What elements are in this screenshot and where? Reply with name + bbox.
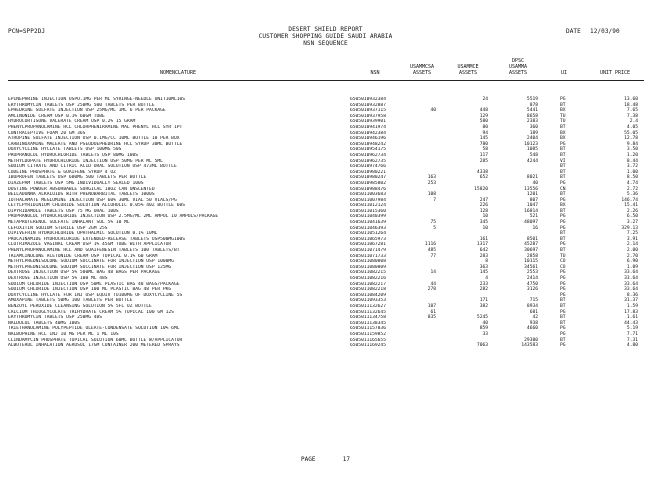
cell-usammce-assets: 233 (479, 281, 488, 287)
cell-nomenclature: SODIUM CITRATE AND CITRIC ACID ORAL SOLUTION USP 473ML BOTTLE (8, 164, 177, 170)
cell-usammce-assets: 94 (482, 130, 488, 136)
cell-nsn: 6505011040399 (350, 214, 386, 220)
cell-ui: TU (560, 119, 566, 125)
cell-unit-price: 1.61 (626, 315, 638, 321)
cell-ui: BX (560, 136, 566, 142)
cell-dpsc-assets: 2553 (526, 270, 538, 276)
cell-ui: PG (560, 214, 566, 220)
cell-dpsc-assets: 8658 (526, 113, 538, 119)
cell-unit-price: 8.44 (626, 158, 638, 164)
cell-usammce-assets: 129 (479, 113, 488, 119)
cell-nomenclature: EPHEDRINE SULFATE INJECTION USP 25MG/ML 1ML 6 PER PACKAGE (8, 108, 166, 114)
cell-usammcsa-assets: 5 (433, 225, 436, 231)
cell-nomenclature: PROPRANOLOL HYDROCHLORIDE TABLETS USP 80MG 100S (8, 152, 138, 158)
cell-ui: PG (560, 281, 566, 287)
cell-ui: CO (560, 259, 566, 265)
cell-unit-price: 1.00 (626, 169, 638, 175)
cell-usammce-assets: 363 (479, 264, 488, 270)
cell-nsn: 6505010939901 (350, 119, 386, 125)
cell-nsn: 6505011082215 (350, 270, 386, 276)
cell-unit-price: 12.78 (624, 136, 638, 142)
cell-dpsc-assets: 189 (529, 130, 538, 136)
header-rule (8, 80, 644, 81)
cell-ui: BT (560, 248, 566, 254)
cell-ui: PG (560, 141, 566, 147)
cell-nsn: 6505011012124 (350, 203, 386, 209)
cell-dpsc-assets: 1201 (526, 192, 538, 198)
cell-unit-price: 1.09 (626, 264, 638, 270)
table-body (0, 97, 651, 349)
cell-nsn: 6505010937115 (350, 108, 386, 114)
cell-ui: BT (560, 337, 566, 343)
cell-dpsc-assets: 16 (532, 225, 538, 231)
cell-usammce-assets: 145 (479, 136, 488, 142)
cell-ui: BT (560, 192, 566, 198)
cell-unit-price: 17.83 (624, 309, 638, 315)
cell-dpsc-assets: 3126 (526, 287, 538, 293)
cell-nomenclature: DIPIVEFRIN HYDROCHLORIDE OPHTHALMIC SOLUTION 0.1% 10ML (8, 231, 158, 237)
cell-nomenclature: ERYTHROMYCIN TABLETS USP 250MG 500 TABLETS PER BOTTLE (8, 102, 155, 108)
cell-unit-price: 4.80 (626, 343, 638, 349)
cell-nsn: 6505011067281 (350, 242, 386, 248)
cell-ui: BT (560, 303, 566, 309)
cell-dpsc-assets: 1085 (526, 147, 538, 153)
cell-nsn: 6505011084209 (350, 292, 386, 298)
cell-dpsc-assets: 360 (529, 124, 538, 130)
cell-nsn: 6505010974766 (350, 164, 386, 170)
cell-unit-price: 3.50 (626, 147, 638, 153)
cell-nomenclature: DOXYCYCLINE HYCLATE FOR INJ USP EQUIV TO100MG OF DOXYCYCLINE 5S (8, 292, 183, 298)
cell-nomenclature: CLINDAMYCIN PHOSPHATE TOPICAL SOLUTION 60ML BOTTLE W/APPLICATOR (8, 337, 183, 343)
column-header-nomenclature: NOMENCLATURE (159, 70, 197, 76)
cell-unit-price: 13.60 (624, 97, 638, 102)
cell-nomenclature: SODIUM CHLORIDE INJECTION USP 50ML PLASTIC BAG 48 BAGS/PACKAGE (8, 281, 180, 287)
cell-nsn: 6505011041639 (350, 220, 386, 226)
cell-usammcsa-assets: 44 (430, 281, 436, 287)
cell-ui: PG (560, 343, 566, 349)
cell-usammce-assets: 10 (482, 225, 488, 231)
cell-usammce-assets: 117 (479, 152, 488, 158)
cell-nomenclature: CARBINOXAMINE MALEATE AND PSEUDOEPHEDRINE HCL SYRUP 30ML BOTTLE (8, 141, 183, 147)
cell-usammce-assets: 652 (479, 175, 488, 181)
cell-dpsc-assets: 34561 (524, 264, 538, 270)
cell-ui: BT (560, 315, 566, 321)
cell-nsn: 6505010954175 (350, 147, 386, 153)
cell-ui: BT (560, 175, 566, 181)
cell-nomenclature: BELLADONNA ALKALOIDS WITH PHENOBARBITAL TABLETS 1000S (8, 192, 155, 198)
date-value: 12/03/90 (590, 28, 620, 35)
cell-dpsc-assets: 548 (529, 152, 538, 158)
cell-nomenclature: ATROPINE SULFATE INJECTION USP 0.1MG/CC 10ML BOTTLE 10 PER BOX (8, 136, 180, 142)
cell-dpsc-assets: 2414 (526, 276, 538, 281)
cell-usammce-assets: 4 (485, 276, 488, 281)
cell-usammce-assets: 15820 (474, 186, 488, 192)
cell-nsn: 6505011082217 (350, 281, 386, 287)
cell-nsn: 6505010980221 (350, 169, 386, 175)
cell-usammce-assets: 4338 (476, 169, 488, 175)
cell-unit-price: 2.00 (626, 248, 638, 254)
cell-unit-price: 18.48 (624, 102, 638, 108)
cell-ui: TU (560, 113, 566, 119)
cell-nomenclature: ERYTHROMYCIN TABLETS USP 250MG 40S (8, 315, 103, 321)
cell-unit-price: 33.64 (624, 281, 638, 287)
cell-dpsc-assets: 1047 (526, 203, 538, 209)
cell-ui: BT (560, 236, 566, 242)
cell-nsn: 6505011065973 (350, 236, 386, 242)
cell-nomenclature: AMCINONIDE CREAM USP 0.1% 60GM TUBE (8, 113, 105, 119)
cell-ui: PG (560, 276, 566, 281)
cell-usammce-assets: 8 (485, 259, 488, 265)
cell-nsn: 6505010932384 (350, 97, 386, 102)
cell-nomenclature: SODIUM CHLORIDE INJECTION USP 100 ML PLASTIC BAG 48 PER PKG (8, 287, 172, 293)
cell-unit-price: 146.74 (621, 197, 638, 203)
cell-nomenclature: IOTHALAMATE MEGLUMINE INJECTION USP 60% 30ML VIAL 50 VIALS/PG (8, 197, 177, 203)
cell-usammcsa-assets: 108 (427, 192, 436, 198)
cell-usammcsa-assets: 1116 (424, 242, 436, 248)
cell-dpsc-assets: 4660 (526, 326, 538, 332)
cell-unit-price: 44.43 (624, 320, 638, 326)
cell-usammce-assets: 171 (479, 298, 488, 304)
cell-usammce-assets: 24 (482, 97, 488, 102)
cell-nsn: 6505010946196 (350, 136, 386, 142)
cell-nomenclature: DIAZEPAM TABLETS USP 5MG INDIVIDUALLY SEALED 100S (8, 180, 144, 186)
cell-nomenclature: METHYLPREDNISOLONE SODIUM SUCCINATE FOR INJECTION USP 1000MG (8, 259, 174, 265)
cell-nsn: 6505011165655 (350, 337, 386, 343)
cell-nsn: 6505011159852 (350, 331, 386, 337)
cell-dpsc-assets: 807 (529, 197, 538, 203)
cell-nsn: 6505011080809 (350, 264, 386, 270)
cell-ui: BX (560, 108, 566, 114)
page-footer (0, 456, 651, 463)
cell-nomenclature: DIPYRIDAMOLE TABLETS USP 75 MG ORAL 100S (8, 208, 119, 214)
cell-unit-price: 3.27 (626, 220, 638, 226)
cell-unit-price: 31.37 (624, 298, 638, 304)
cell-ui: BT (560, 147, 566, 153)
cell-nomenclature: PHENYLPROPANOLAMINE HCL CHLORPHENIRAMINE MAL PHENYL HCL SYR 1PT (8, 124, 183, 130)
cell-nsn: 6505011169245 (350, 343, 386, 349)
cell-ui: BT (560, 320, 566, 326)
cell-nomenclature: CETYLPYRIDINIUM CHLORIDE SOLUTION ALCOHOLIC 0.05% 40Z BOTTLE 60S (8, 203, 186, 209)
column-header-dpsc: DPSC USAMMA ASSETS (508, 58, 528, 76)
cell-nomenclature: DEXTROSE INJECTION USP 5% 100 ML 48S (8, 276, 108, 281)
cell-dpsc-assets: 143583 (521, 343, 538, 349)
page-label: PAGE (301, 456, 316, 463)
cell-usammce-assets: 5245 (476, 315, 488, 321)
cell-nsn: 6505011093353 (350, 298, 386, 304)
report-sequence: NSN SEQUENCE (303, 40, 348, 47)
cell-nomenclature: BENZOYL PEROXIDE CLEANSING SOLUTION 5% 5FL OZ BOTTLE (8, 303, 152, 309)
cell-dpsc-assets: 938 (529, 320, 538, 326)
cell-dpsc-assets: 48097 (524, 220, 538, 226)
cell-nsn: 6505010932887 (350, 102, 386, 108)
cell-unit-price: 33.64 (624, 270, 638, 276)
cell-dpsc-assets: 878 (529, 102, 538, 108)
cell-usammce-assets: 780 (479, 141, 488, 147)
cell-ui: PG (560, 242, 566, 248)
cell-usammce-assets: 7063 (476, 343, 488, 349)
column-header-usammcsa: USAMMCSA ASSETS (409, 64, 435, 76)
cell-nomenclature: IBUPROFEN TABLETS USP 600MG 500 TABLETS PER BOTTLE (8, 175, 147, 181)
cell-dpsc-assets: 681 (529, 309, 538, 315)
cell-nomenclature: CONTRACEPTIVE FOAM 20 GM 36S (8, 130, 86, 136)
cell-usammce-assets: 345 (479, 220, 488, 226)
cell-nsn: 6505011132627 (350, 303, 386, 309)
cell-usammcsa-assets: 278 (427, 287, 436, 293)
cell-dpsc-assets: 45287 (524, 242, 538, 248)
cell-nsn: 6505011134758 (350, 315, 386, 321)
report-subtitle: CUSTOMER SHOPPING GUIDE SAUDI ARABIA (258, 33, 393, 40)
cell-nsn: 6505011080808 (350, 259, 386, 265)
cell-unit-price: 5.36 (626, 192, 638, 198)
cell-usammce-assets: 580 (479, 119, 488, 125)
cell-usammce-assets: 58 (482, 147, 488, 153)
cell-nsn: 6505010988476 (350, 186, 386, 192)
cell-unit-price: 55.05 (624, 130, 638, 136)
cell-dpsc-assets: 10115 (524, 259, 538, 265)
cell-nomenclature: PHENYLPROPANOLAMINE HCL AND GUAIFENESIN TABLETS 100 TABLETS/BT (8, 248, 180, 254)
cell-nsn: 6505011082216 (350, 276, 386, 281)
cell-nomenclature: TRIAMCINOLONE ACETONIDE CREAM USP TOPICAL 0.1% 60 GRAM (8, 253, 158, 259)
cell-unit-price: 9.84 (626, 141, 638, 147)
cell-unit-price: 329.13 (621, 225, 638, 231)
cell-nsn: 6505011138345 (350, 320, 386, 326)
column-header-usammce: USAMMCE ASSETS (457, 64, 479, 76)
cell-ui: PG (560, 270, 566, 276)
cell-usammce-assets: 33 (482, 331, 488, 337)
cell-nomenclature: PROCAINAMIDE HYDROCHLORIDE EXTENDED-RELEASE TABLETS USP500MG100S (8, 236, 186, 242)
cell-unit-price: 7.38 (626, 113, 638, 119)
cell-dpsc-assets: 5519 (526, 97, 538, 102)
date-label: DATE (566, 28, 581, 35)
cell-dpsc-assets: 13556 (524, 186, 538, 192)
cell-nsn: 6505010962734 (350, 152, 386, 158)
cell-nsn: 6505010985802 (350, 180, 386, 186)
cell-unit-price: 6.90 (626, 259, 638, 265)
cell-nsn: 6505010937958 (350, 113, 386, 119)
cell-unit-price: 1.59 (626, 303, 638, 309)
cell-usammcsa-assets: 77 (430, 253, 436, 259)
cell-unit-price: 3.72 (626, 164, 638, 170)
column-header-ui: UI (560, 70, 568, 76)
cell-unit-price: 2.70 (626, 253, 638, 259)
cell-nsn: 6505011132645 (350, 309, 386, 315)
cell-nsn: 6505011007984 (350, 197, 386, 203)
cell-usammce-assets: 642 (479, 248, 488, 254)
cell-ui: PG (560, 287, 566, 293)
cell-dpsc-assets: 30697 (524, 248, 538, 254)
cell-unit-price: 7.65 (626, 108, 638, 114)
cell-usammcsa-assets: 163 (427, 175, 436, 181)
cell-nomenclature: TRIETHANOLAMINE POLYPEPTIDE OLEATE-CONDENSATE SOLUTION 10% 6ML (8, 326, 180, 332)
cell-nomenclature: HYDROCORTISONE VALERATE CREAM USP 0.2% 15 GRAM (8, 119, 136, 125)
cell-nsn: 6505010962735 (350, 158, 386, 164)
cell-ui: BT (560, 102, 566, 108)
cell-unit-price: 7.25 (626, 231, 638, 237)
cell-nomenclature: CODEINE PHOSPHATE & GUAIFENE SYRUP 4 OZ (8, 169, 116, 175)
cell-unit-price: 8.36 (626, 292, 638, 298)
cell-unit-price: 2.72 (626, 186, 638, 192)
cell-dpsc-assets: 8934 (526, 303, 538, 309)
cell-usammcsa-assets: 61 (430, 309, 436, 315)
cell-unit-price: 2.4 (629, 119, 638, 125)
cell-ui: TU (560, 253, 566, 259)
cell-usammcsa-assets: 485 (427, 248, 436, 254)
cell-nomenclature: CALCIUM THIOGLYCOLATE TRIHYDRATE CREAM 5% TOPICAL 100 GM 12S (8, 309, 174, 315)
cell-dpsc-assets: 29300 (524, 337, 538, 343)
cell-nomenclature: DOXYCYCLINE HYCLATE TABLETS USP 100MG 50S (8, 147, 122, 153)
cell-ui: CO (560, 264, 566, 270)
cell-unit-price: 2.14 (626, 242, 638, 248)
cell-nsn: 6505010941974 (350, 124, 386, 130)
cell-ui: BX (560, 130, 566, 136)
cell-ui: BX (560, 203, 566, 209)
cell-unit-price: 2.26 (626, 208, 638, 214)
cell-nsn: 6505011157836 (350, 326, 386, 332)
cell-ui: PG (560, 97, 566, 102)
cell-ui: PG (560, 180, 566, 186)
cell-ui: CN (560, 186, 566, 192)
cell-nomenclature: METAPROTERENOL SULFATE INHALANT SOL 5% 10 ML (8, 220, 130, 226)
cell-nomenclature: PROPRANOLOL HYDROCHLORIDE INJECTION USP 2.5MG/ML 2ML AMPUL 10 AMPULS/PACKAGE (8, 214, 219, 220)
cell-ui: PG (560, 331, 566, 337)
cell-ui: BT (560, 169, 566, 175)
cell-ui: PG (560, 197, 566, 203)
cell-nomenclature: METHYLDOPATE HYDROCHLORIDE INJECTION USP 50MG PER ML 5ML (8, 158, 163, 164)
cell-usammcsa-assets: 7 (433, 197, 436, 203)
cell-usammcsa-assets: 253 (427, 180, 436, 186)
cell-dpsc-assets: 4244 (526, 158, 538, 164)
cell-dpsc-assets: 8021 (526, 175, 538, 181)
cell-dpsc-assets: 521 (529, 214, 538, 220)
cell-usammce-assets: 10 (482, 214, 488, 220)
cell-dpsc-assets: 715 (529, 298, 538, 304)
cell-usammcsa-assets: 107 (427, 303, 436, 309)
cell-ui: PG (560, 309, 566, 315)
cell-nsn: 6505011071733 (350, 253, 386, 259)
cell-unit-price: 7.31 (626, 337, 638, 343)
cell-usammce-assets: 283 (479, 253, 488, 259)
cell-nomenclature: DUSTING POWDER ABSORBABLE SURGICAL 10OZ CAN UNSCENTED (8, 186, 155, 192)
cell-ui: BT (560, 298, 566, 304)
cell-unit-price: 3.91 (626, 236, 638, 242)
cell-dpsc-assets: 10123 (524, 141, 538, 147)
cell-nomenclature: NALDOLOL TABLETS 40MG 100S (8, 320, 80, 326)
column-header-nsn: NSN (370, 70, 380, 76)
cell-usammcsa-assets: 75 (430, 220, 436, 226)
cell-usammce-assets: 1317 (476, 242, 488, 248)
cell-unit-price: 6.50 (626, 214, 638, 220)
cell-usammcsa-assets: 40 (430, 108, 436, 114)
cell-unit-price: 1.20 (626, 152, 638, 158)
cell-usammce-assets: 247 (479, 197, 488, 203)
cell-nomenclature: METHYLPREDNISOLONE SODIUM SUCCINATE FOR INJECTION USP 125MG (8, 264, 172, 270)
cell-ui: BT (560, 164, 566, 170)
cell-nsn: 6505010980247 (350, 175, 386, 181)
cell-ui: VI (560, 158, 566, 164)
cell-usammce-assets: 285 (479, 158, 488, 164)
column-header-unit-price: UNIT PRICE (599, 70, 631, 76)
cell-usammce-assets: 128 (479, 208, 488, 214)
pcn-code: PCN=SPP2DJ (8, 28, 46, 35)
cell-dpsc-assets: 40 (532, 180, 538, 186)
cell-usammce-assets: 226 (479, 203, 488, 209)
cell-unit-price: 33.64 (624, 287, 638, 293)
cell-unit-price: 4.05 (626, 124, 638, 130)
page-number: 17 (342, 456, 350, 463)
cell-dpsc-assets: 2404 (526, 136, 538, 142)
cell-usammcsa-assets: 14 (430, 270, 436, 276)
cell-ui: BT (560, 152, 566, 158)
cell-ui: PG (560, 220, 566, 226)
cell-usammce-assets: 859 (479, 326, 488, 332)
cell-ui: BT (560, 124, 566, 130)
cell-unit-price: 7.71 (626, 331, 638, 337)
cell-dpsc-assets: 2858 (526, 253, 538, 259)
cell-dpsc-assets: 42 (532, 315, 538, 321)
report-title: DESERT SHIELD REPORT (288, 26, 363, 33)
cell-usammce-assets: 80 (482, 124, 488, 130)
cell-nsn: 6505011051264 (350, 231, 386, 237)
cell-nomenclature: AMOXAPINE TABLETS 50MG 100 TABLETS PER BOTTLE (8, 298, 133, 304)
cell-nomenclature: NALBUPHINE HCL INJ 10 MG PER ML 1 ML 10S (8, 331, 119, 337)
cell-dpsc-assets: 4750 (526, 281, 538, 287)
cell-usammcsa-assets: 835 (427, 315, 436, 321)
cell-usammce-assets: 161 (479, 236, 488, 242)
cell-ui: PG (560, 225, 566, 231)
cell-usammce-assets: 282 (479, 287, 488, 293)
cell-usammce-assets: 145 (479, 270, 488, 276)
cell-usammce-assets: 40 (482, 320, 488, 326)
cell-nomenclature: ALBUTEROL INHALATION AEROSOL 17GM CONTAINER 200 METERED SPRAYS (8, 343, 180, 349)
cell-dpsc-assets: 8501 (526, 236, 538, 242)
cell-nsn: 6505011082218 (350, 287, 386, 293)
cell-usammce-assets: 382 (479, 303, 488, 309)
cell-dpsc-assets: 5441 (526, 108, 538, 114)
cell-nomenclature: DEXTROSE INJECTION USP 5% 500ML BAG 48 BAGS PER PACKAGE (8, 270, 161, 276)
cell-nsn: 6505011046393 (350, 225, 386, 231)
cell-unit-price: 8.50 (626, 175, 638, 181)
cell-unit-price: 15.41 (624, 203, 638, 209)
cell-nomenclature: EPINEPHRINE INJECTION USPO.1MG PER ML SYRINGE-NEEDLE UNIT10ML10S (8, 97, 186, 102)
cell-unit-price: 33.64 (624, 276, 638, 281)
cell-usammce-assets: 448 (479, 108, 488, 114)
cell-dpsc-assets: 2383 (526, 119, 538, 125)
cell-unit-price: 4.74 (626, 180, 638, 186)
cell-nomenclature: CLOTRIMAZOLE VAGINAL CREAM USP 1% 45GM TUBE WITH APPLICATOR (8, 242, 172, 248)
cell-nomenclature: CEFOXITIN SODIUM STERILE USP 2GM 25S (8, 225, 108, 231)
cell-nsn: 6505011003683 (350, 192, 386, 198)
cell-ui: BT (560, 231, 566, 237)
cell-ui: PG (560, 326, 566, 332)
cell-nsn: 6505011015360 (350, 208, 386, 214)
table-row (0, 343, 651, 349)
cell-nsn: 6505010942384 (350, 130, 386, 136)
cell-dpsc-assets: 16814 (524, 208, 538, 214)
cell-nsn: 6505011071479 (350, 248, 386, 254)
cell-ui: PG (560, 292, 566, 298)
cell-unit-price: 5.19 (626, 326, 638, 332)
cell-ui: BT (560, 208, 566, 214)
cell-nsn: 6505010948242 (350, 141, 386, 147)
